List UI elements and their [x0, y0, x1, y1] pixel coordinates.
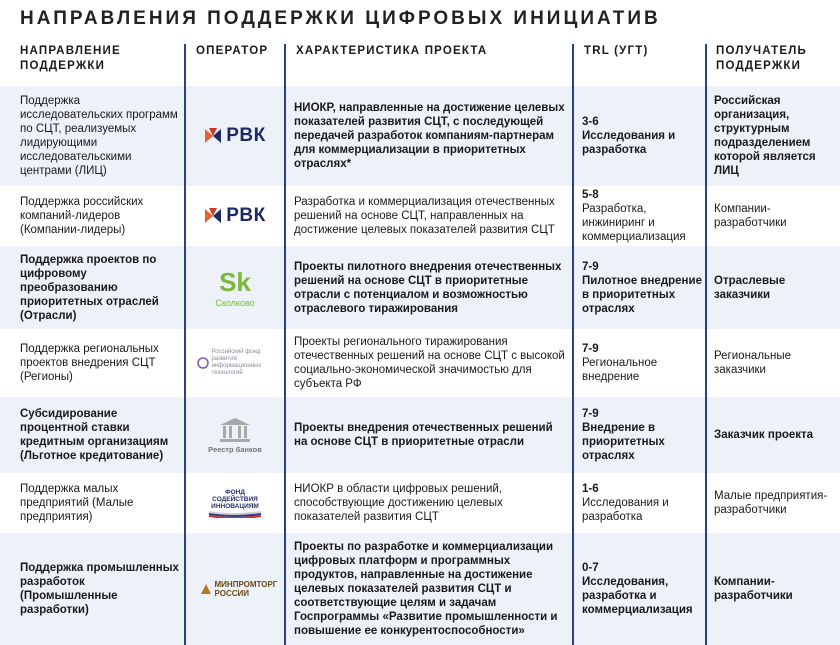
table-cell-trl	[582, 86, 702, 186]
rfrit-logo-text: Российский фонд развития информационных технологий	[211, 349, 262, 376]
table-cell-description: Проекты пилотного внедрения отечественных решений на основе СЦТ в приоритетные отрасли с потенциалом и возможностью отраслевого тиражирования	[294, 260, 562, 315]
skolkovo-icon: Sk	[219, 266, 251, 297]
header-description: ХАРАКТЕРИСТИКА ПРОЕКТА	[296, 45, 488, 57]
table-cell-description: Проекты по разработке и коммерциализации цифровых платформ и программных продуктов, направленные на достижение целевых показателей развития СЦТ и соответствующие целям и задачам Госпрограммы «Развитие промышленности и повышение ее конкурентоспособности»	[294, 541, 558, 637]
trl-level: 7-9	[582, 408, 599, 420]
minpromtorg-logo-text: МИНПРОМТОРГ РОССИИ	[214, 580, 278, 598]
operator-logo	[186, 397, 284, 473]
table-cell-description: НИОКР, направленные на достижение целевых показателей развития СЦТ, с последующей передачей разработок компаниям-партнерам для коммерциализации в приоритетных отраслях*	[294, 102, 565, 170]
rvk-mark-icon	[204, 207, 222, 225]
rvk-mark-icon	[204, 127, 222, 145]
table-cell-trl	[582, 533, 702, 645]
header-direction: НАПРАВЛЕНИЕ ПОДДЕРЖКИ	[20, 45, 121, 72]
table-cell-recipient: Российская организация, структурным подразделением которой является ЛИЦ	[714, 95, 816, 177]
rvk-logo-text: РВК	[226, 125, 266, 146]
table-cell-direction: Поддержка региональных проектов внедрения СЦТ (Регионы)	[20, 343, 159, 383]
table-cell-trl	[582, 473, 702, 533]
trl-stage: Пилотное внедрение в приоритетных отраслях	[582, 274, 702, 315]
operator-logo	[186, 473, 284, 533]
trl-stage: Исследования и разработка	[582, 130, 676, 156]
trl-stage: Разработка, инжиниринг и коммерциализация	[582, 203, 686, 243]
trl-level: 5-8	[582, 189, 599, 201]
table-cell-recipient: Компании-разработчики	[714, 203, 787, 229]
trl-stage: Внедрение в приоритетных отраслях	[582, 422, 665, 462]
column-divider	[284, 44, 286, 645]
table-cell-direction: Поддержка проектов по цифровому преобразованию приоритетных отраслей (Отрасли)	[20, 253, 159, 322]
rvk-logo-text: РВК	[226, 205, 266, 226]
trl-level: 3-6	[582, 116, 599, 128]
table-cell-trl	[582, 329, 702, 397]
table-cell-trl	[582, 186, 702, 246]
minpromtorg-emblem-icon	[200, 583, 212, 595]
table-cell-direction: Поддержка исследовательских программ по СЦТ, реализуемых лидирующими исследовательскими центрами (ЛИЦ)	[20, 95, 178, 177]
table-cell-direction: Поддержка российских компаний-лидеров (Компании-лидеры)	[20, 196, 144, 236]
table-cell-trl	[582, 246, 702, 329]
operator-logo	[186, 86, 284, 186]
trl-stage: Исследования, разработка и коммерциализация	[582, 576, 693, 616]
table-cell-trl	[582, 397, 702, 473]
table-cell-direction: Поддержка промышленных разработок (Промышленные разработки)	[20, 562, 179, 616]
trl-level: 7-9	[582, 260, 599, 273]
trl-level: 0-7	[582, 562, 599, 574]
rfrit-icon	[197, 357, 209, 369]
header-recipient: ПОЛУЧАТЕЛЬ ПОДДЕРЖКИ	[716, 45, 807, 72]
bank-registry-logo-text: Реестр банков	[208, 444, 262, 454]
header-operator: ОПЕРАТОР	[196, 45, 269, 57]
table-cell-recipient: Отраслевые заказчики	[714, 274, 786, 301]
table-cell-direction: Поддержка малых предприятий (Малые предприятия)	[20, 483, 134, 523]
table-cell-recipient: Заказчик проекта	[714, 429, 814, 441]
bank-building-icon	[218, 417, 252, 443]
operator-logo	[186, 329, 284, 397]
operator-logo	[186, 246, 284, 329]
operator-logo	[186, 186, 284, 246]
table-cell-description: НИОКР в области цифровых решений, способствующие достижению целевых показателей развития СЦТ	[294, 483, 503, 523]
trl-level: 7-9	[582, 343, 599, 355]
column-divider	[705, 44, 707, 645]
innovation-fund-logo-text: ФОНД СОДЕЙСТВИЯ ИННОВАЦИЯМ	[211, 488, 259, 510]
operator-logo	[186, 533, 284, 645]
table-cell-recipient: Региональные заказчики	[714, 350, 792, 376]
header-trl: TRL (УГТ)	[584, 45, 649, 57]
page-title: НАПРАВЛЕНИЯ ПОДДЕРЖКИ ЦИФРОВЫХ ИНИЦИАТИВ	[20, 8, 661, 29]
table-cell-description: Проекты регионального тиражирования отечественных решений на основе СЦТ с высокой социально-экономической значимостью для субъекта РФ	[294, 336, 565, 390]
table-cell-recipient: Малые предприятия-разработчики	[714, 490, 828, 516]
table-cell-recipient: Компании-разработчики	[714, 576, 793, 602]
skolkovo-logo-text: Сколково	[215, 298, 255, 308]
flag-stripes-icon	[207, 510, 263, 518]
trl-level: 1-6	[582, 483, 599, 495]
table-cell-description: Разработка и коммерциализация отечественных решений на основе СЦТ, направленных на достижение целевых показателей развития СЦТ	[294, 196, 555, 236]
column-divider	[572, 44, 574, 645]
table-cell-direction: Субсидирование процентной ставки кредитным организациям (Льготное кредитование)	[20, 408, 169, 462]
trl-stage: Региональное внедрение	[582, 357, 658, 383]
table-cell-description: Проекты внедрения отечественных решений на основе СЦТ в приоритетные отрасли	[294, 422, 553, 448]
trl-stage: Исследования и разработка	[582, 497, 669, 523]
